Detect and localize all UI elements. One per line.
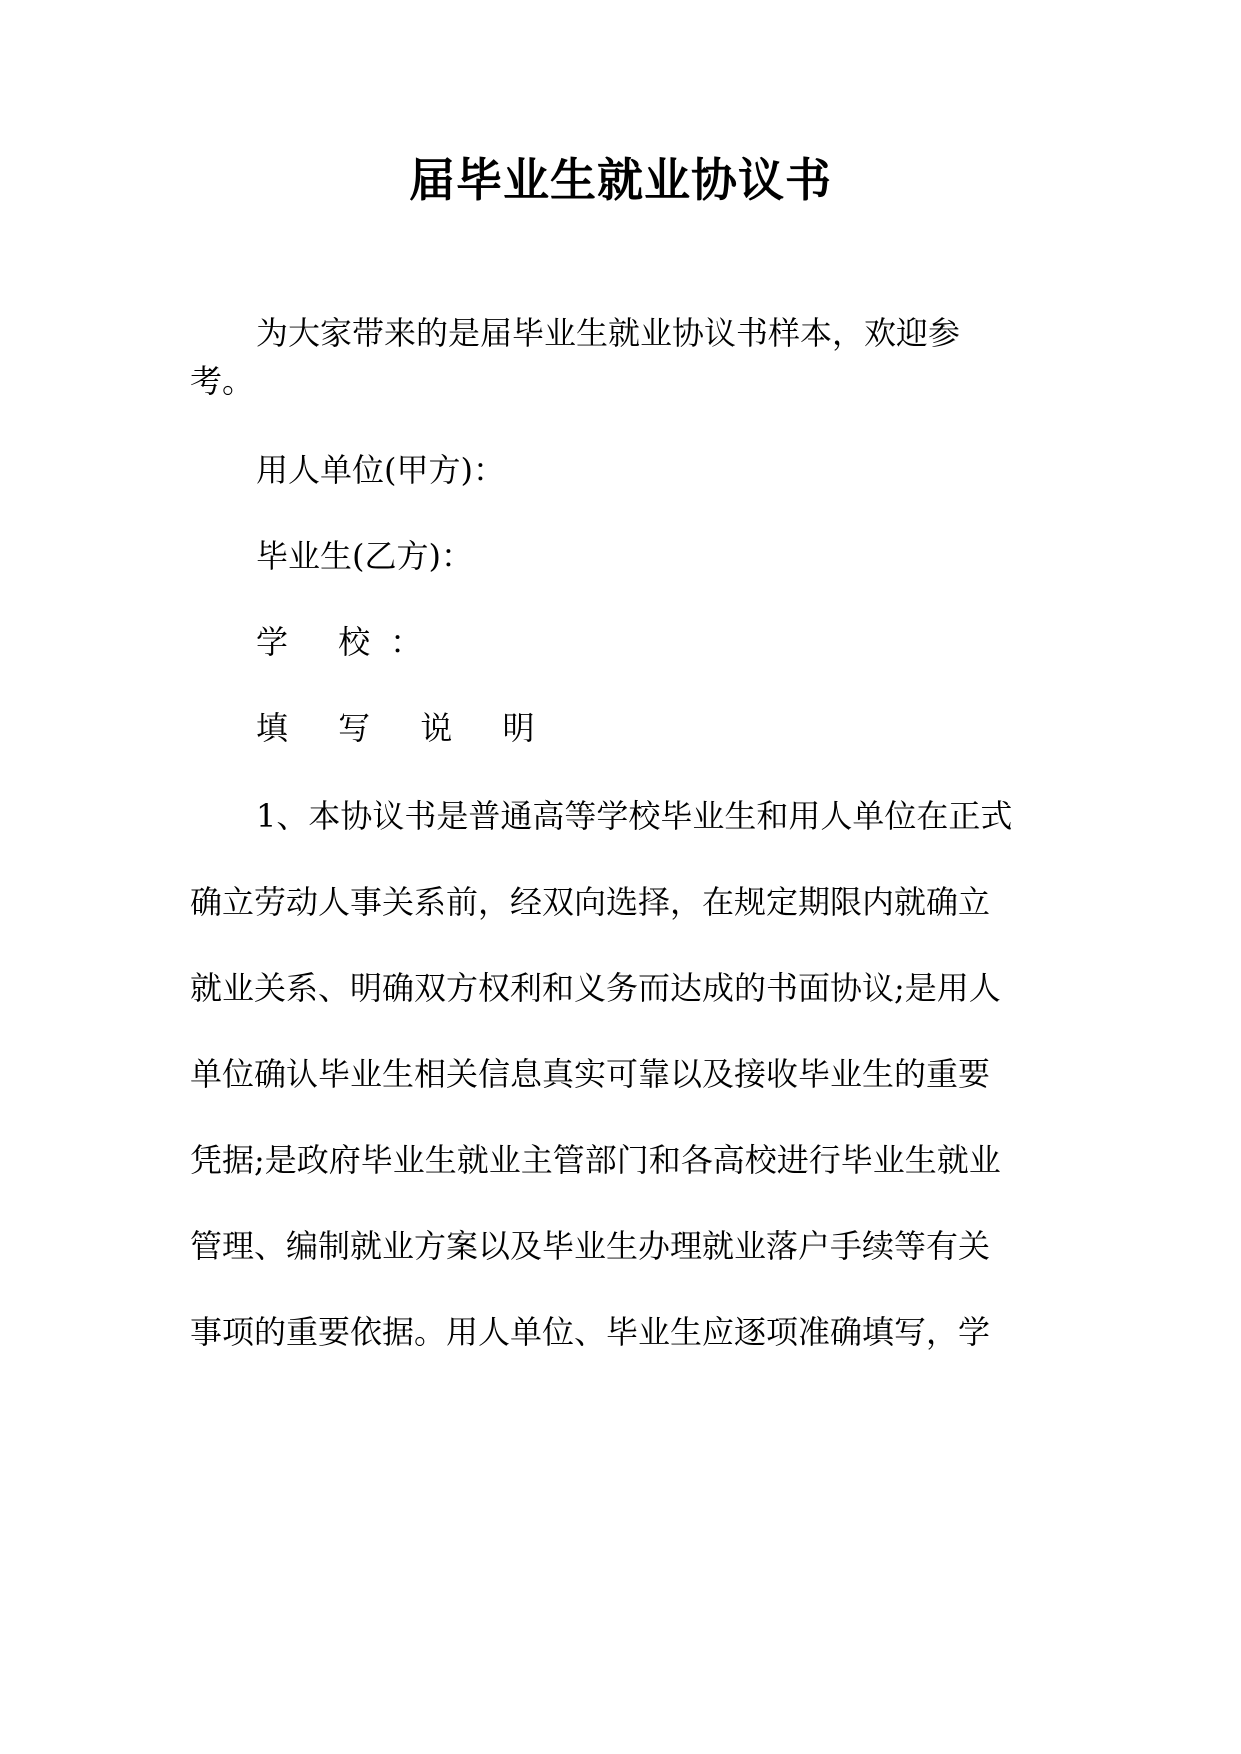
intro-line-1: 为大家带来的是届毕业生就业协议书样本，欢迎参 — [256, 314, 961, 352]
employer-field-label: 用人单位(甲方)： — [256, 451, 505, 489]
paragraph-line: 1、本协议书是普通高等学校毕业生和用人单位在正式 — [256, 797, 1013, 835]
paragraph-line: 单位确认毕业生相关信息真实可靠以及接收毕业生的重要 — [190, 1055, 991, 1093]
document-title: 届毕业生就业协议书 — [409, 153, 832, 207]
paragraph-line: 事项的重要依据。用人单位、毕业生应逐项准确填写，学 — [190, 1313, 991, 1351]
school-field-label: 学 校： — [256, 623, 443, 661]
paragraph-line: 确立劳动人事关系前，经双向选择，在规定期限内就确立 — [190, 883, 991, 921]
instructions-heading: 填 写 说 明 — [256, 709, 555, 747]
paragraph-line: 凭据;是政府毕业生就业主管部门和各高校进行毕业生就业 — [190, 1141, 1001, 1179]
graduate-field-label: 毕业生(乙方)： — [256, 537, 473, 575]
intro-line-2: 考。 — [190, 362, 255, 400]
paragraph-line: 就业关系、明确双方权利和义务而达成的书面协议;是用人 — [190, 969, 1001, 1007]
paragraph-line: 管理、编制就业方案以及毕业生办理就业落户手续等有关 — [190, 1227, 991, 1265]
